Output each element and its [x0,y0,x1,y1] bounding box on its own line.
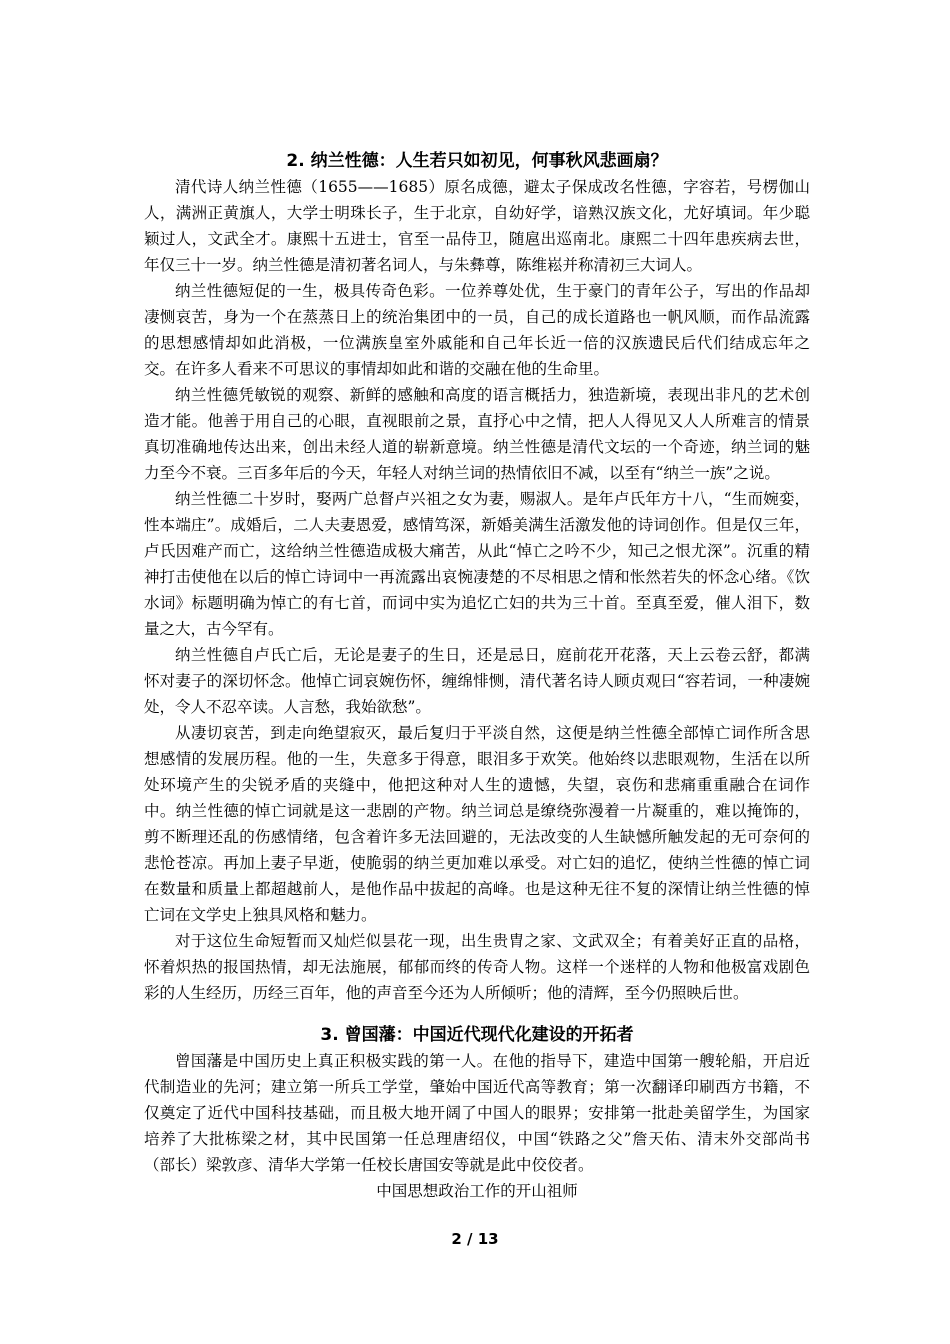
section-3-paragraph-1: 曾国藩是中国历史上真正积极实践的第一人。在他的指导下，建造中国第一艘轮船，开启近代制造业的先河；建立第一所兵工学堂，肇始中国近代高等教育；第一次翻译印刷西方书籍，不仅奠定了近代中国科技基础，而且极大地开阔了中国人的眼界；安排第一批赴美留学生，为国家培养了大批栋梁之材，其中民国第一任总理唐绍仪，中国“铁路之父”詹天佑、清末外交部尚书（部长）梁敦彦、清华大学第一任校长唐国安等就是此中佼佼者。 [144,1052,810,1174]
section-2-paragraph-4: 纳兰性德二十岁时，娶两广总督卢兴祖之女为妻，赐淑人。是年卢氏年方十八，“生而婉娈，性本端庄”。成婚后，二人夫妻恩爱，感情笃深，新婚美满生活激发他的诗词创作。但是仅三年，卢氏因难产而亡，这给纳兰性德造成极大痛苦，从此“悼亡之吟不少，知己之恨尤深”。沉重的精神打击使他在以后的悼亡诗词中一再流露出哀惋凄楚的不尽相思之情和怅然若失的怀念心绪。《饮水词》标题明确为悼亡的有七首，而词中实为追忆亡妇的共为三十首。至真至爱，催人泪下，数量之大，古今罕有。 [144,490,810,638]
section-3-title: 3. 曾国藩：中国近代现代化建设的开拓者 [320,1025,634,1045]
page-number: 2 / 13 [451,1230,499,1248]
section-2-paragraph-1: 清代诗人纳兰性德（1655——1685）原名成德，避太子保成改名性德，字容若，号楞伽山人，满洲正黄旗人，大学士明珠长子，生于北京，自幼好学，谙熟汉族文化，尤好填词。年少聪颖过人，文武全才。康熙十五进士，官至一品侍卫，随扈出巡南北。康熙二十四年患疾病去世，年仅三十一岁。纳兰性德是清初著名词人，与朱彝尊，陈维崧并称清初三大词人。 [144,178,810,274]
section-2-paragraph-7: 对于这位生命短暂而又灿烂似昙花一现，出生贵胄之家、文武双全；有着美好正直的品格，怀着炽热的报国热情，却无法施展，郁郁而终的传奇人物。这样一个迷样的人物和他极富戏剧色彩的人生经历，历经三百年，他的声音至今还为人所倾听；他的清辉，至今仍照映后世。 [144,932,810,1002]
document-page [144,148,810,1204]
section-2-paragraph-2: 纳兰性德短促的一生，极具传奇色彩。一位养尊处优，生于豪门的青年公子，写出的作品却凄恻哀苦，身为一个在蒸蒸日上的统治集团中的一员，自己的成长道路也一帆风顺，而作品流露的思想感情却如此消极，一位满族皇室外戚能和自己年长近一倍的汉族遗民后代们结成忘年之交。在许多人看来不可思议的事情却如此和谐的交融在他的生命里。 [144,282,810,378]
section-2-paragraph-5: 纳兰性德自卢氏亡后，无论是妻子的生日，还是忌日，庭前花开花落，天上云卷云舒，都满怀对妻子的深切怀念。他悼亡词哀婉伤怀，缠绵悱恻，清代著名诗人顾贞观曰“容若词，一种凄婉处，令人不忍卒读。人言愁，我始欲愁”。 [144,646,810,716]
section-2-paragraph-6: 从凄切哀苦，到走向绝望寂灭，最后复归于平淡自然，这便是纳兰性德全部悼亡词作所含思想感情的发展历程。他的一生，失意多于得意，眼泪多于欢笑。他始终以悲眼观物，生活在以所处环境产生的尖锐矛盾的夹缝中，他把这种对人生的遗憾，失望，哀伤和悲痛重重融合在词作中。纳兰性德的悼亡词就是这一悲剧的产物。纳兰词总是缭绕弥漫着一片凝重的，难以掩饰的，剪不断理还乱的伤感情绪，包含着许多无法回避的，无法改变的人生缺憾所触发起的无可奈何的悲怆苍凉。再加上妻子早逝，使脆弱的纳兰更加难以承受。对亡妇的追忆，使纳兰性德的悼亡词在数量和质量上都超越前人，是他作品中拔起的高峰。也是这种无往不复的深情让纳兰性德的悼亡词在文学史上独具风格和魅力。 [144,724,810,924]
section-3-subtitle: 中国思想政治工作的开山祖师 [376,1182,578,1200]
section-2-paragraph-3: 纳兰性德凭敏锐的观察、新鲜的感触和高度的语言概括力，独造新境，表现出非凡的艺术创造才能。他善于用自己的心眼，直视眼前之景，直抒心中之情，把人人得见又人人所难言的情景真切准确地传达出来，创出未经人道的崭新意境。纳兰性德是清代文坛的一个奇迹，纳兰词的魅力至今不衰。三百多年后的今天，年轻人对纳兰词的热情依旧不减，以至有“纳兰一族”之说。 [144,386,810,482]
section-2-title: 2. 纳兰性德：人生若只如初见，何事秋风悲画扇？ [286,151,668,171]
